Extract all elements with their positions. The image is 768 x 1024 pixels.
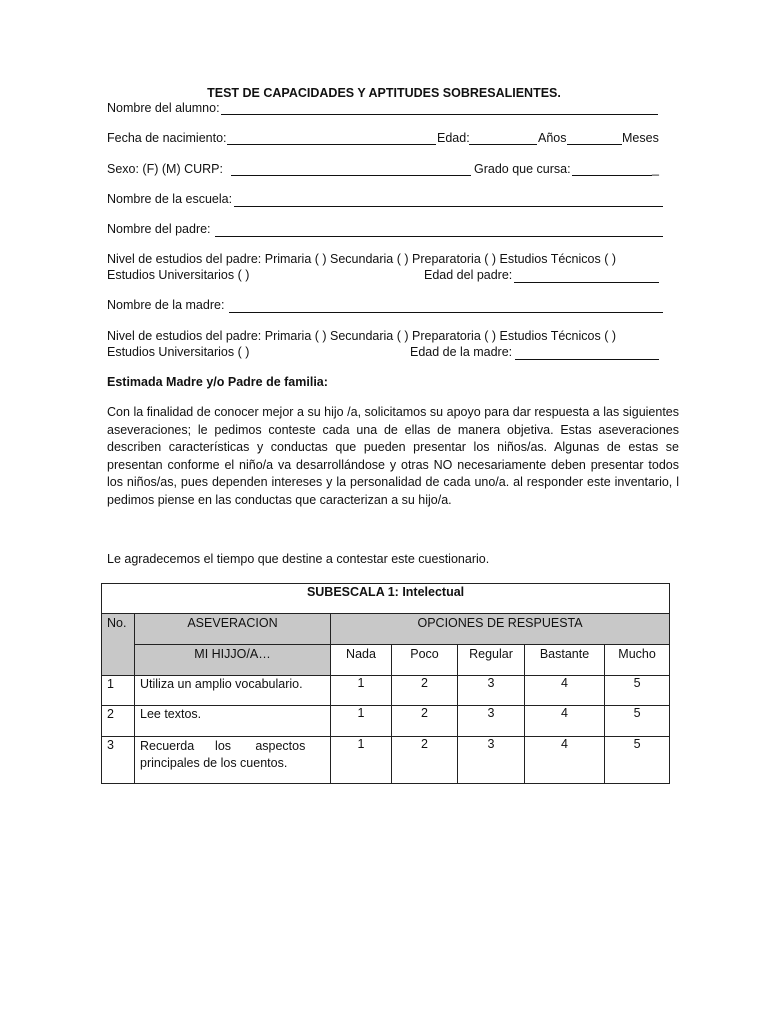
- answer-cell[interactable]: 4: [525, 706, 605, 737]
- grado-underscore: _: [652, 162, 659, 176]
- label-anos: Años: [538, 131, 567, 145]
- input-madre[interactable]: [229, 312, 663, 313]
- label-grado: Grado que cursa:: [474, 162, 571, 176]
- answer-cell[interactable]: 5: [605, 676, 670, 706]
- option-poco: Poco: [392, 645, 458, 676]
- table-title-row: [102, 584, 670, 614]
- row-statement: Lee textos.: [135, 706, 331, 737]
- answer-cell[interactable]: 2: [392, 737, 458, 784]
- table-row: [102, 676, 670, 706]
- greeting: Estimada Madre y/o Padre de familia:: [107, 375, 328, 389]
- row-statement-line2: principales de los cuentos.: [140, 756, 288, 770]
- row-number: 1: [102, 676, 135, 706]
- answer-cell[interactable]: 2: [392, 706, 458, 737]
- option-regular: Regular: [458, 645, 525, 676]
- input-fecha-nacimiento[interactable]: [227, 144, 436, 145]
- answer-cell[interactable]: 3: [458, 737, 525, 784]
- row-statement: Utiliza un amplio vocabulario.: [135, 676, 331, 706]
- option-mucho: Mucho: [605, 645, 670, 676]
- label-meses: Meses: [622, 131, 659, 145]
- table-header-row: [102, 614, 670, 645]
- header-mi-hijo: MI HIJJO/A…: [135, 645, 331, 676]
- table-subheader-row: [102, 645, 670, 676]
- header-aseveracion: ASEVERACION: [135, 614, 331, 645]
- answer-cell[interactable]: 4: [525, 676, 605, 706]
- page-title: TEST DE CAPACIDADES Y APTITUDES SOBRESALIENTES.: [207, 86, 561, 100]
- label-madre: Nombre de la madre:: [107, 298, 225, 312]
- option-nada: Nada: [331, 645, 392, 676]
- universitarios-padre: Estudios Universitarios ( ): [107, 268, 250, 282]
- answer-cell[interactable]: 2: [392, 676, 458, 706]
- nivel-estudios-madre: Nivel de estudios del padre: Primaria ( ) Secundaria ( ) Preparatoria ( ) Estudios Técnicos ( ): [107, 329, 617, 343]
- thanks-text: Le agradecemos el tiempo que destine a contestar este cuestionario.: [107, 552, 490, 566]
- input-meses[interactable]: [567, 144, 622, 145]
- input-padre[interactable]: [215, 236, 663, 237]
- input-nombre-alumno[interactable]: [221, 114, 658, 115]
- input-edad[interactable]: [469, 144, 537, 145]
- label-edad-padre: Edad del padre:: [424, 268, 513, 282]
- intro-paragraph: Con la finalidad de conocer mejor a su hijo /a, solicitamos su apoyo para dar respuesta a las siguientes aseveraciones; le pedimos conteste cada una de ellas de manera objetiva. Estas aseveraciones describen características y conductas que pueden presentar los niños/as. Algunas de estas se presentan conforme el niño/a va desarrollándose y otras NO necesariamente deben presentar todos los niños/as, pues dependen intereses y la personalidad de cada uno/a. al responder este inventario, l pedimos piense en las conductas que caracterizan a su hijo/a.: [107, 405, 679, 507]
- header-opciones: OPCIONES DE RESPUESTA: [331, 614, 670, 645]
- subscale-table: [101, 583, 670, 784]
- universitarios-madre: Estudios Universitarios ( ): [107, 345, 250, 359]
- answer-cell[interactable]: 1: [331, 676, 392, 706]
- input-escuela[interactable]: [234, 206, 663, 207]
- answer-cell[interactable]: 1: [331, 737, 392, 784]
- table-row: [102, 706, 670, 737]
- nivel-estudios-padre: Nivel de estudios del padre: Primaria ( ) Secundaria ( ) Preparatoria ( ) Estudios Técnicos ( ): [107, 252, 617, 266]
- input-grado[interactable]: [572, 175, 652, 176]
- answer-cell[interactable]: 5: [605, 737, 670, 784]
- label-nombre-alumno: Nombre del alumno:: [107, 101, 220, 115]
- answer-cell[interactable]: 4: [525, 737, 605, 784]
- answer-cell[interactable]: 5: [605, 706, 670, 737]
- label-padre: Nombre del padre:: [107, 222, 211, 236]
- input-curp[interactable]: [231, 175, 471, 176]
- answer-cell[interactable]: 1: [331, 706, 392, 737]
- row-number: 3: [102, 737, 135, 784]
- option-bastante: Bastante: [525, 645, 605, 676]
- input-edad-padre[interactable]: [514, 282, 659, 283]
- input-edad-madre[interactable]: [515, 359, 659, 360]
- answer-cell[interactable]: 3: [458, 706, 525, 737]
- row-number: 2: [102, 706, 135, 737]
- subscale-title: SUBESCALA 1: Intelectual: [102, 584, 670, 614]
- answer-cell[interactable]: 3: [458, 676, 525, 706]
- header-no: No.: [102, 614, 135, 676]
- label-fecha-nacimiento: Fecha de nacimiento:: [107, 131, 227, 145]
- row-statement: [135, 737, 331, 784]
- label-edad-madre: Edad de la madre:: [410, 345, 513, 359]
- label-sexo-curp: Sexo: (F) (M) CURP:: [107, 162, 223, 176]
- row-statement-line1: Recuerda los aspectos: [140, 739, 306, 753]
- label-edad: Edad:: [437, 131, 470, 145]
- label-escuela: Nombre de la escuela:: [107, 192, 233, 206]
- table-row: [102, 737, 670, 784]
